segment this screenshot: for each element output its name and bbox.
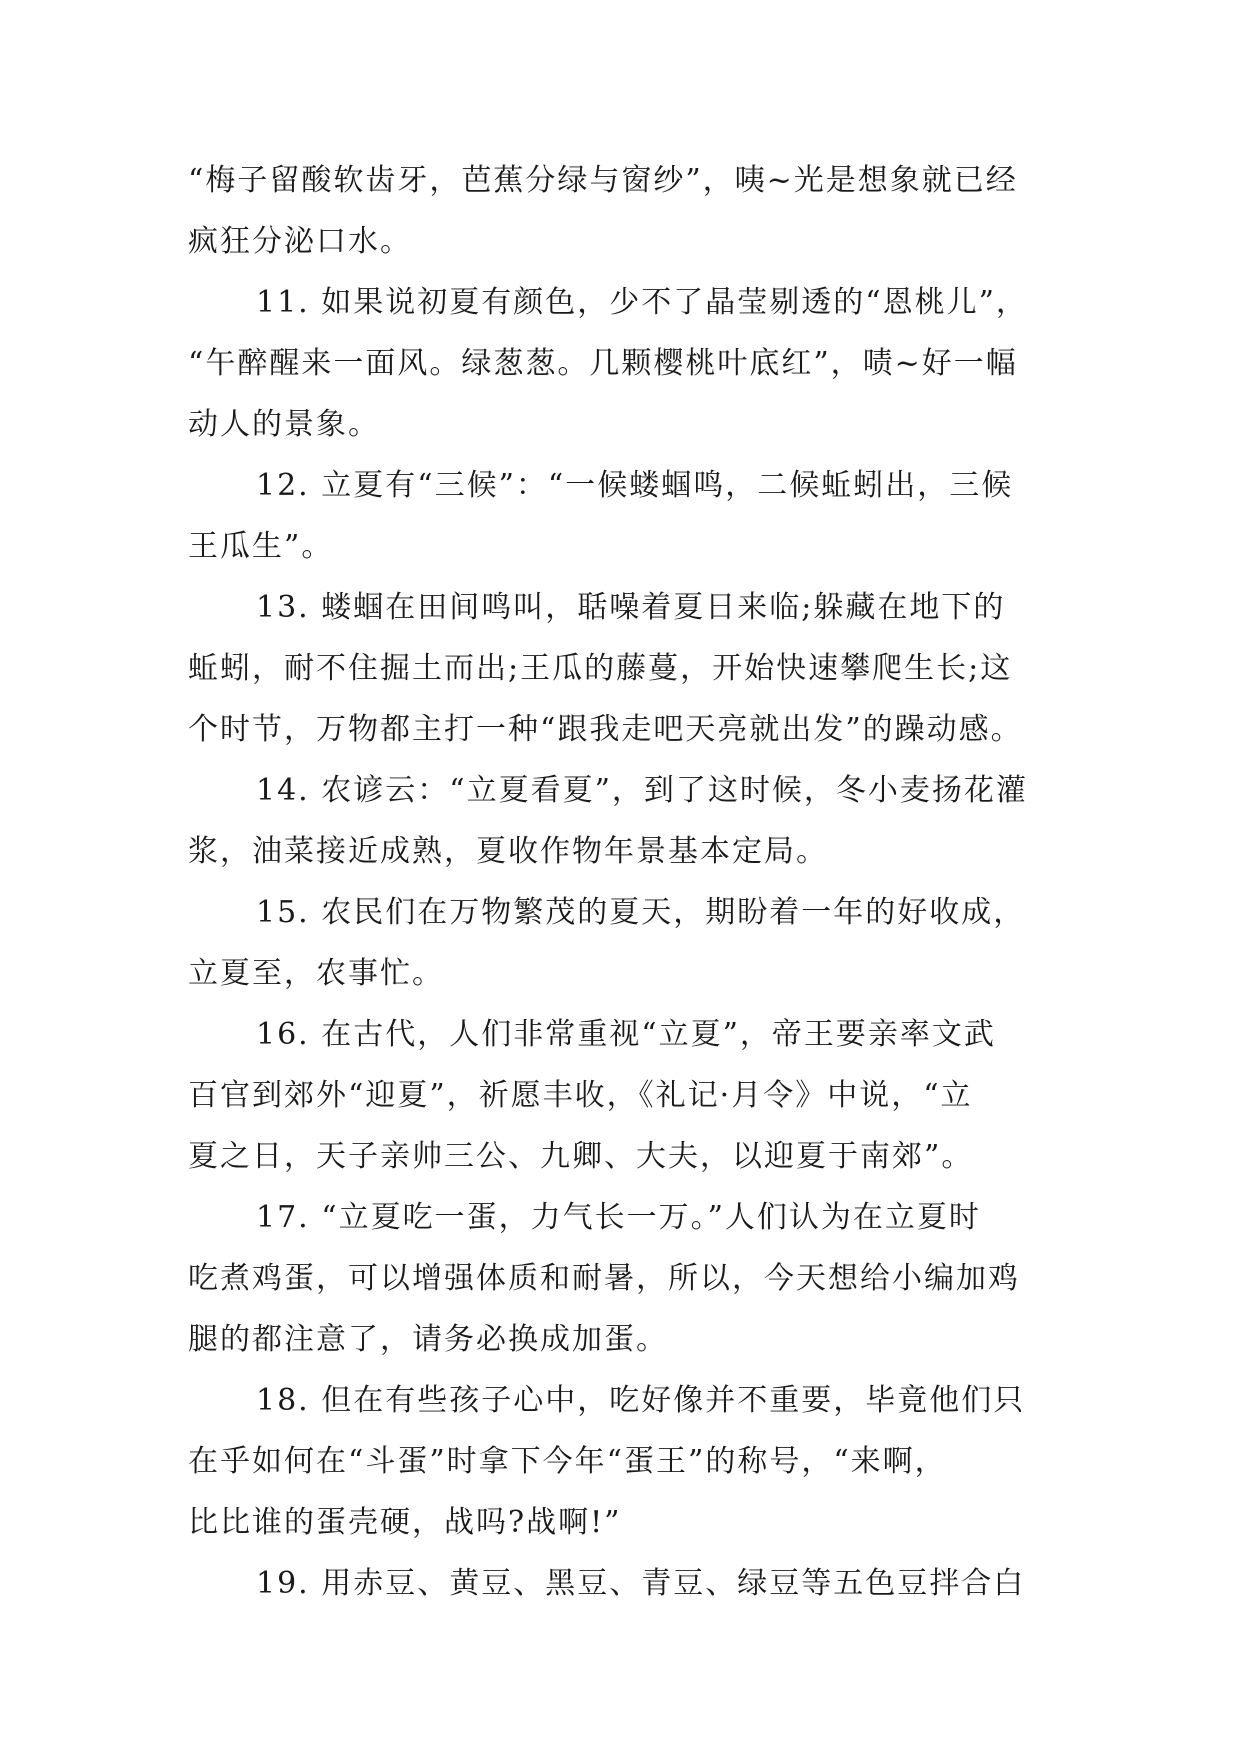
paragraph-13 bbox=[188, 577, 1068, 760]
text-line: 比比谁的蛋壳硬，战吗?战啊!” bbox=[188, 1505, 622, 1540]
text-line: 13. 蝼蝈在田间鸣叫，聒噪着夏日来临;躲藏在地下的 bbox=[256, 590, 1006, 625]
text-line: 11. 如果说初夏有颜色，少不了晶莹剔透的“恩桃儿”， bbox=[256, 285, 1028, 320]
text-line: 王瓜生”。 bbox=[188, 529, 334, 564]
text-line: 夏之日，天子亲帅三公、九卿、大夫，以迎夏于南郊”。 bbox=[188, 1139, 974, 1174]
paragraph-10-continued bbox=[188, 150, 1068, 272]
paragraph-14 bbox=[188, 760, 1068, 882]
text-line: 个时节，万物都主打一种“跟我走吧天亮就出发”的躁动感。 bbox=[188, 712, 1023, 747]
text-line: 19. 用赤豆、黄豆、黑豆、青豆、绿豆等五色豆拌合白 bbox=[256, 1566, 1026, 1601]
text-line: 吃煮鸡蛋，可以增强体质和耐暑，所以，今天想给小编加鸡 bbox=[188, 1261, 1020, 1296]
text-line: 立夏至，农事忙。 bbox=[188, 956, 444, 991]
text-line: 15. 农民们在万物繁茂的夏天，期盼着一年的好收成， bbox=[256, 895, 1026, 930]
text-line: 疯狂分泌口水。 bbox=[188, 224, 412, 259]
paragraph-16 bbox=[188, 1004, 1068, 1187]
text-line: 在乎如何在“斗蛋”时拿下今年“蛋王”的称号，“来啊， bbox=[188, 1444, 947, 1479]
text-line: 16. 在古代，人们非常重视“立夏”，帝王要亲率文武 bbox=[256, 1017, 996, 1052]
paragraph-18 bbox=[188, 1370, 1068, 1553]
text-line: 浆，油菜接近成熟，夏收作物年景基本定局。 bbox=[188, 834, 828, 869]
paragraph-11 bbox=[188, 272, 1068, 455]
text-line: 腿的都注意了，请务必换成加蛋。 bbox=[188, 1322, 668, 1357]
text-line: 动人的景象。 bbox=[188, 407, 380, 442]
text-line: 18. 但在有些孩子心中，吃好像并不重要，毕竟他们只 bbox=[256, 1383, 1026, 1418]
paragraph-17 bbox=[188, 1187, 1068, 1370]
paragraph-15 bbox=[188, 882, 1068, 1004]
paragraph-19 bbox=[188, 1553, 1068, 1614]
text-line: 蚯蚓，耐不住掘土而出;王瓜的藤蔓，开始快速攀爬生长;这 bbox=[188, 651, 1013, 686]
text-line: “梅子留酸软齿牙，芭蕉分绿与窗纱”，咦~光是想象就已经 bbox=[188, 163, 1018, 198]
text-line: “午醉醒来一面风。绿葱葱。几颗樱桃叶底红”，啧~好一幅 bbox=[188, 346, 1018, 381]
text-line: 17. “立夏吃一蛋，力气长一万。”人们认为在立夏时 bbox=[256, 1200, 981, 1235]
text-line: 14. 农谚云：“立夏看夏”，到了这时候，冬小麦扬花灌 bbox=[256, 773, 1028, 808]
document-body bbox=[188, 150, 1068, 1614]
text-line: 百官到郊外“迎夏”，祈愿丰收，《礼记·月令》中说，“立 bbox=[188, 1078, 973, 1113]
paragraph-12 bbox=[188, 455, 1068, 577]
text-line: 12. 立夏有“三候”：“一候蝼蝈鸣，二候蚯蚓出，三候 bbox=[256, 468, 1014, 503]
